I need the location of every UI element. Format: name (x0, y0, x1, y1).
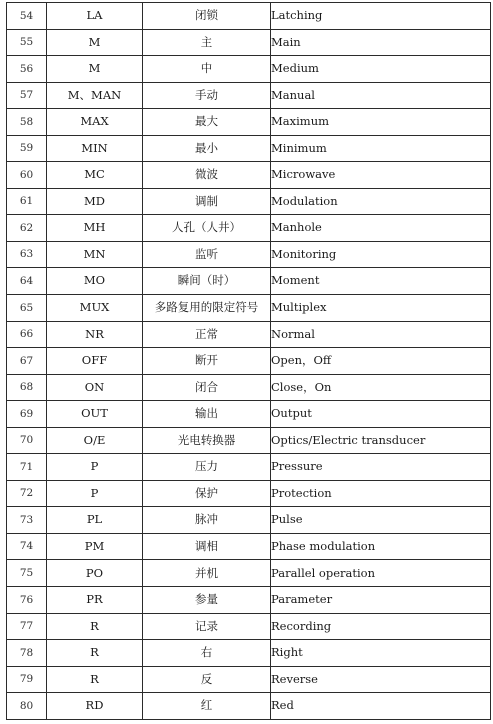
row-number-cell: 66 (7, 321, 47, 348)
english-term-cell: Pulse (271, 507, 491, 534)
chinese-term-cell: 右 (143, 640, 271, 667)
abbreviation-cell: M、MAN (47, 82, 143, 109)
table-row (7, 693, 491, 720)
abbreviation-cell: MD (47, 188, 143, 215)
abbreviation-cell: RD (47, 693, 143, 720)
table-row (7, 454, 491, 481)
table-row (7, 560, 491, 587)
english-term-cell: Minimum (271, 135, 491, 162)
abbreviation-cell: PM (47, 533, 143, 560)
table-row (7, 295, 491, 322)
row-number-cell: 73 (7, 507, 47, 534)
table-row (7, 640, 491, 667)
row-number-cell: 78 (7, 640, 47, 667)
row-number-cell: 75 (7, 560, 47, 587)
row-number-cell: 55 (7, 29, 47, 56)
table-row (7, 401, 491, 428)
row-number-cell: 58 (7, 109, 47, 136)
table-row (7, 241, 491, 268)
chinese-term-cell: 脉冲 (143, 507, 271, 534)
chinese-term-cell: 调相 (143, 533, 271, 560)
chinese-term-cell: 多路复用的限定符号 (143, 295, 271, 322)
table-row (7, 109, 491, 136)
english-term-cell: Recording (271, 613, 491, 640)
abbreviation-cell: MN (47, 241, 143, 268)
abbreviation-cell: P (47, 454, 143, 481)
english-term-cell: Close，On (271, 374, 491, 401)
table-row (7, 56, 491, 83)
table-row (7, 82, 491, 109)
abbreviation-cell: PO (47, 560, 143, 587)
english-term-cell: Pressure (271, 454, 491, 481)
chinese-term-cell: 最小 (143, 135, 271, 162)
abbreviation-cell: R (47, 666, 143, 693)
table-row (7, 3, 491, 30)
table-row (7, 507, 491, 534)
chinese-term-cell: 闭合 (143, 374, 271, 401)
chinese-term-cell: 记录 (143, 613, 271, 640)
abbreviation-cell: P (47, 480, 143, 507)
row-number-cell: 61 (7, 188, 47, 215)
abbreviation-cell: OUT (47, 401, 143, 428)
chinese-term-cell: 微波 (143, 162, 271, 189)
chinese-term-cell: 断开 (143, 348, 271, 375)
chinese-term-cell: 正常 (143, 321, 271, 348)
row-number-cell: 60 (7, 162, 47, 189)
chinese-term-cell: 最大 (143, 109, 271, 136)
abbreviation-cell: MAX (47, 109, 143, 136)
row-number-cell: 72 (7, 480, 47, 507)
table-row (7, 666, 491, 693)
abbreviation-cell: OFF (47, 348, 143, 375)
row-number-cell: 62 (7, 215, 47, 242)
abbreviation-cell: M (47, 29, 143, 56)
chinese-term-cell: 监听 (143, 241, 271, 268)
table-body (7, 3, 491, 720)
abbreviation-cell: PR (47, 587, 143, 614)
english-term-cell: Normal (271, 321, 491, 348)
abbreviation-cell: O/E (47, 427, 143, 454)
table-row (7, 587, 491, 614)
table-row (7, 427, 491, 454)
abbreviation-table-page (6, 2, 490, 720)
table-row (7, 188, 491, 215)
english-term-cell: Output (271, 401, 491, 428)
table-row (7, 29, 491, 56)
chinese-term-cell: 压力 (143, 454, 271, 481)
abbreviation-cell: M (47, 56, 143, 83)
abbreviation-cell: R (47, 640, 143, 667)
chinese-term-cell: 保护 (143, 480, 271, 507)
abbreviation-cell: R (47, 613, 143, 640)
english-term-cell: Moment (271, 268, 491, 295)
abbreviation-cell: PL (47, 507, 143, 534)
table-row (7, 533, 491, 560)
english-term-cell: Main (271, 29, 491, 56)
english-term-cell: Medium (271, 56, 491, 83)
table-row (7, 162, 491, 189)
row-number-cell: 76 (7, 587, 47, 614)
abbreviation-cell: MC (47, 162, 143, 189)
table-row (7, 613, 491, 640)
row-number-cell: 71 (7, 454, 47, 481)
row-number-cell: 68 (7, 374, 47, 401)
abbreviation-cell: NR (47, 321, 143, 348)
chinese-term-cell: 光电转换器 (143, 427, 271, 454)
chinese-term-cell: 人孔（人井） (143, 215, 271, 242)
chinese-term-cell: 反 (143, 666, 271, 693)
table-row (7, 215, 491, 242)
english-term-cell: Microwave (271, 162, 491, 189)
english-term-cell: Open，Off (271, 348, 491, 375)
english-term-cell: Manhole (271, 215, 491, 242)
table-row (7, 374, 491, 401)
english-term-cell: Phase modulation (271, 533, 491, 560)
english-term-cell: Red (271, 693, 491, 720)
abbreviation-cell: MO (47, 268, 143, 295)
abbreviation-table (6, 2, 491, 720)
chinese-term-cell: 参量 (143, 587, 271, 614)
english-term-cell: Parameter (271, 587, 491, 614)
abbreviation-cell: ON (47, 374, 143, 401)
chinese-term-cell: 主 (143, 29, 271, 56)
abbreviation-cell: MH (47, 215, 143, 242)
row-number-cell: 67 (7, 348, 47, 375)
row-number-cell: 70 (7, 427, 47, 454)
english-term-cell: Reverse (271, 666, 491, 693)
table-row (7, 321, 491, 348)
abbreviation-cell: LA (47, 3, 143, 30)
row-number-cell: 80 (7, 693, 47, 720)
english-term-cell: Right (271, 640, 491, 667)
abbreviation-cell: MUX (47, 295, 143, 322)
abbreviation-cell: MIN (47, 135, 143, 162)
english-term-cell: Monitoring (271, 241, 491, 268)
english-term-cell: Manual (271, 82, 491, 109)
english-term-cell: Maximum (271, 109, 491, 136)
chinese-term-cell: 手动 (143, 82, 271, 109)
chinese-term-cell: 输出 (143, 401, 271, 428)
row-number-cell: 64 (7, 268, 47, 295)
row-number-cell: 69 (7, 401, 47, 428)
table-row (7, 268, 491, 295)
row-number-cell: 57 (7, 82, 47, 109)
english-term-cell: Optics/Electric transducer (271, 427, 491, 454)
row-number-cell: 74 (7, 533, 47, 560)
row-number-cell: 59 (7, 135, 47, 162)
row-number-cell: 63 (7, 241, 47, 268)
english-term-cell: Multiplex (271, 295, 491, 322)
table-row (7, 135, 491, 162)
row-number-cell: 65 (7, 295, 47, 322)
row-number-cell: 77 (7, 613, 47, 640)
chinese-term-cell: 并机 (143, 560, 271, 587)
chinese-term-cell: 闭锁 (143, 3, 271, 30)
chinese-term-cell: 调制 (143, 188, 271, 215)
english-term-cell: Protection (271, 480, 491, 507)
english-term-cell: Parallel operation (271, 560, 491, 587)
table-row (7, 348, 491, 375)
row-number-cell: 54 (7, 3, 47, 30)
row-number-cell: 56 (7, 56, 47, 83)
chinese-term-cell: 中 (143, 56, 271, 83)
table-row (7, 480, 491, 507)
chinese-term-cell: 红 (143, 693, 271, 720)
row-number-cell: 79 (7, 666, 47, 693)
english-term-cell: Modulation (271, 188, 491, 215)
chinese-term-cell: 瞬间（时） (143, 268, 271, 295)
english-term-cell: Latching (271, 3, 491, 30)
